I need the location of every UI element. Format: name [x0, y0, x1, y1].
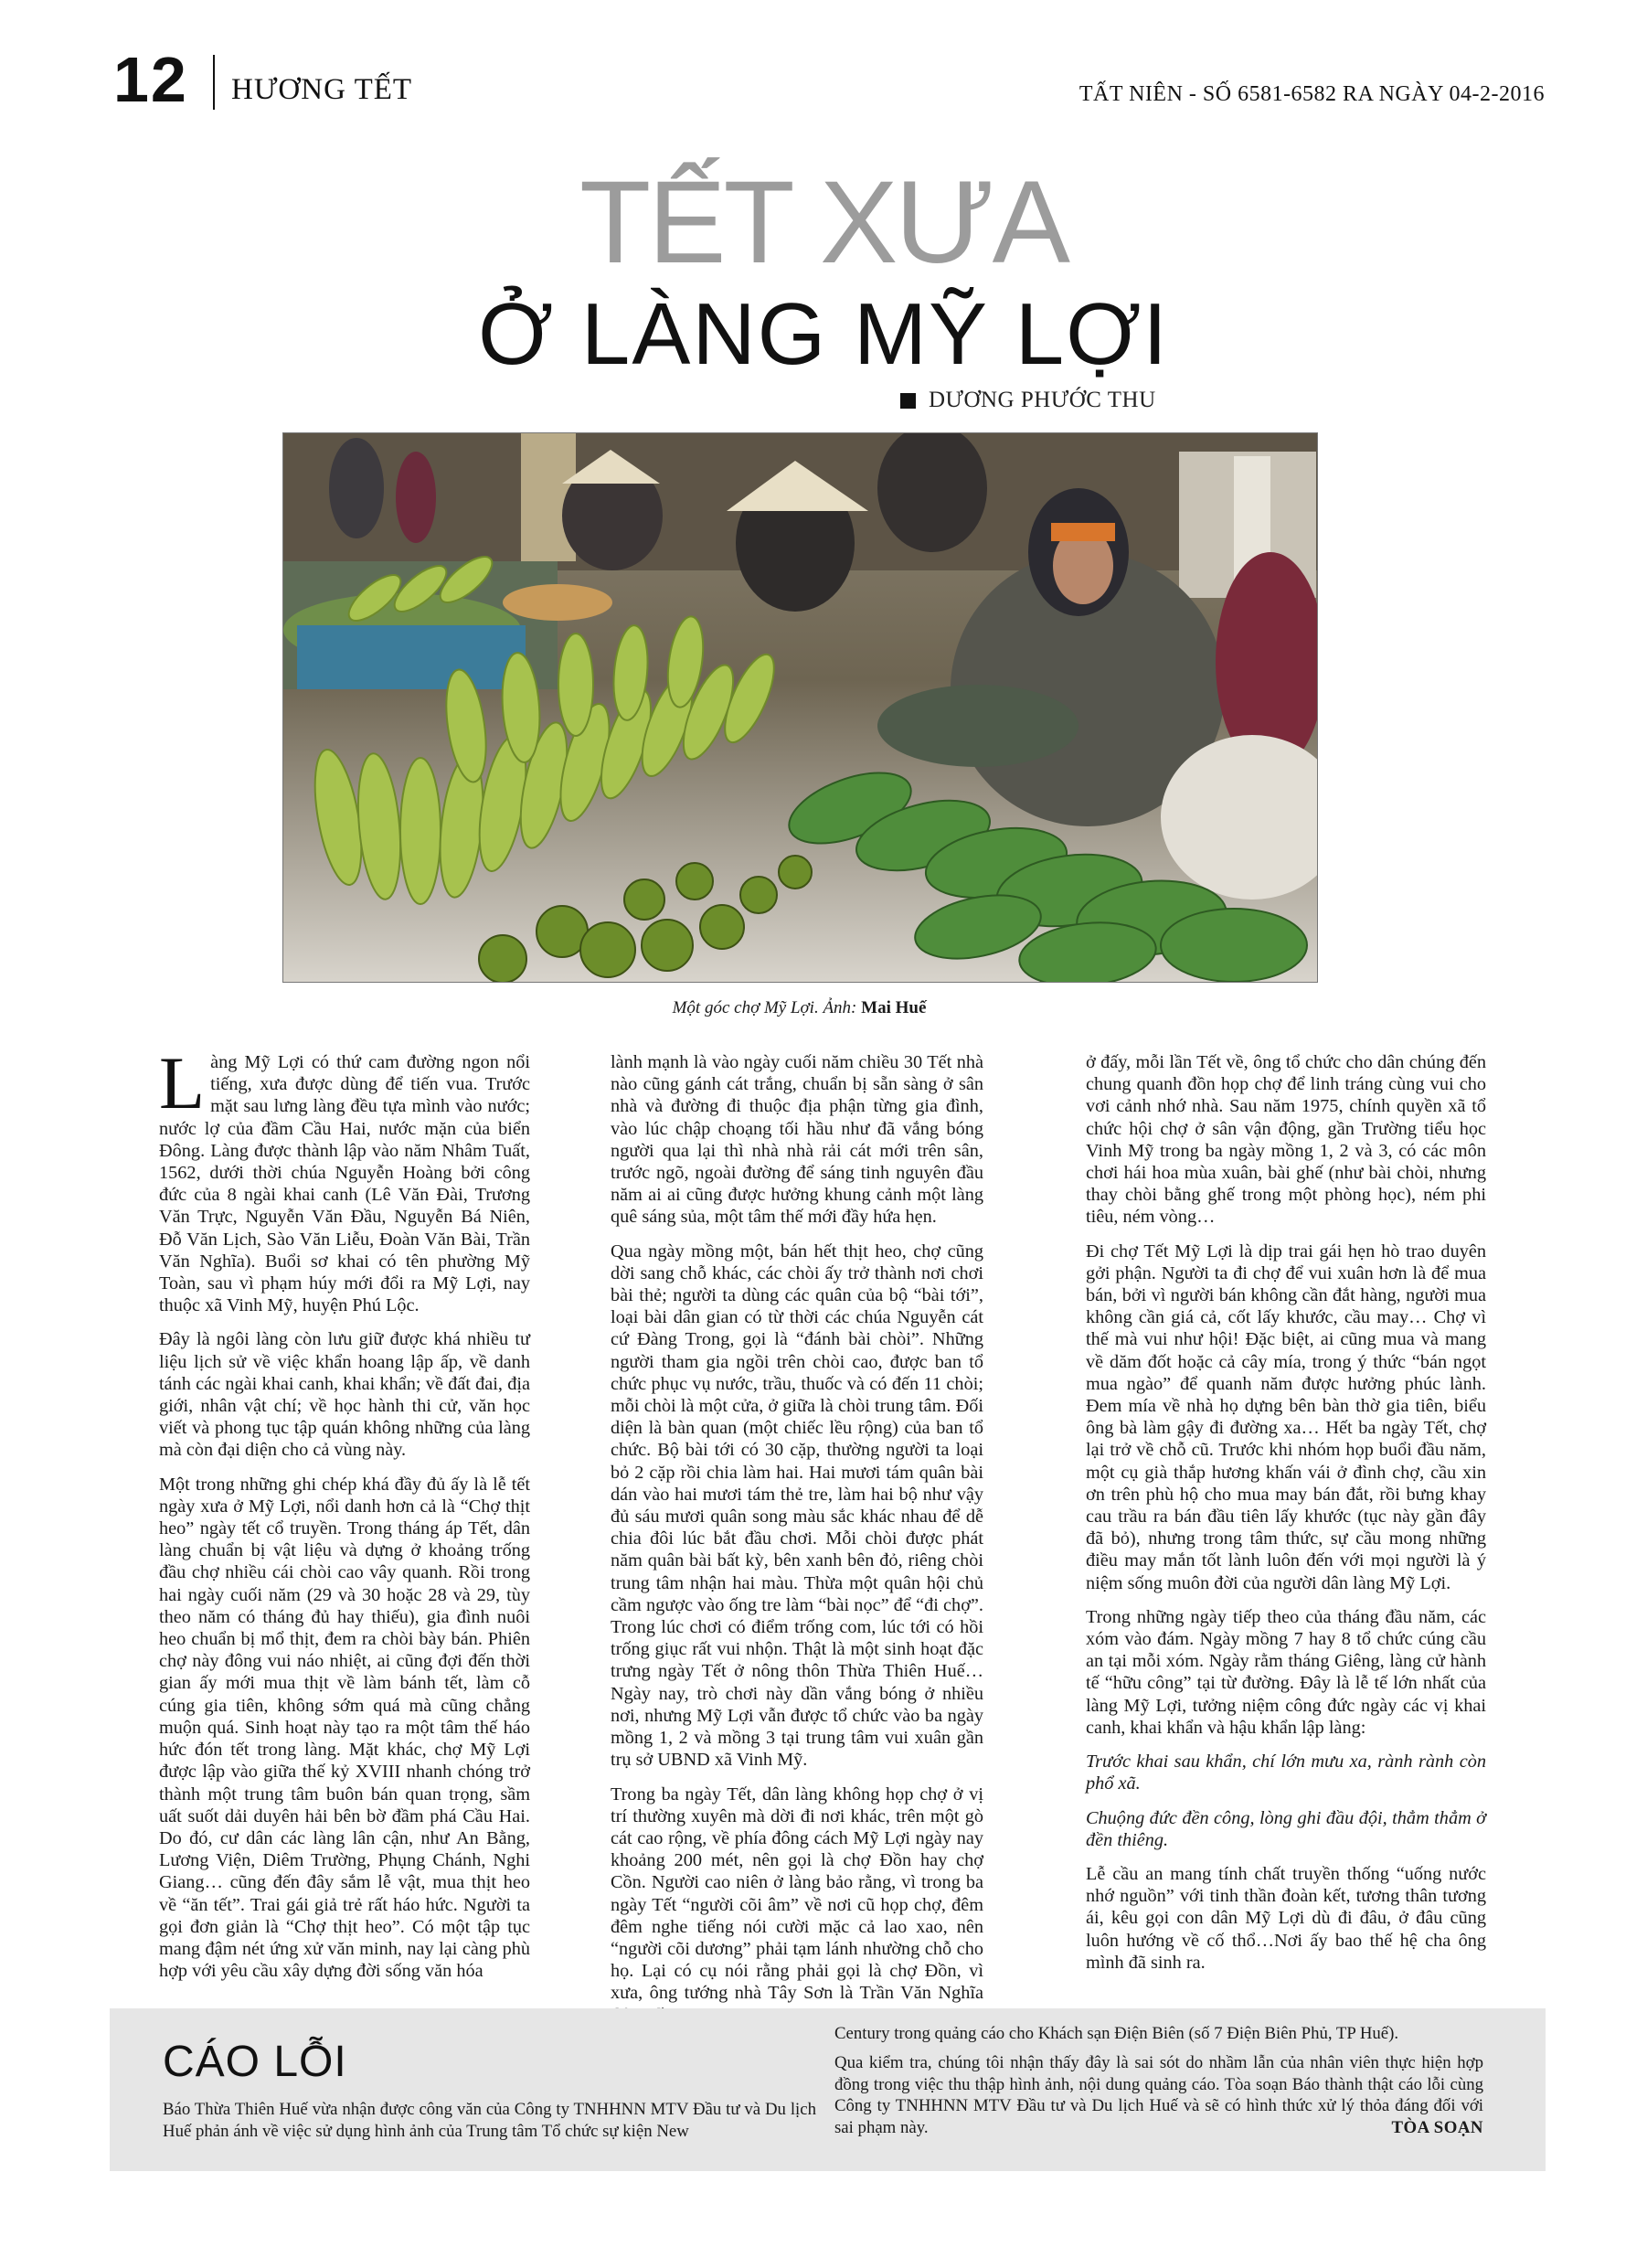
section-title: HƯƠNG TẾT [231, 73, 413, 106]
photo-caption [282, 998, 1316, 1018]
verse-line: Chuộng đức đền công, lòng ghi đầu đội, thẳm thẳm ở đền thiêng. [1086, 1807, 1486, 1850]
paragraph: Century trong quảng cáo cho Khách sạn Điện Biên (số 7 Điện Biên Phủ, TP Huế). [834, 2024, 1399, 2043]
paragraph: Đây là ngôi làng còn lưu giữ được khá nhiều tư liệu lịch sử về việc khẩn hoang lập ấp, về danh tánh các ngài khai canh, khai khẩn; về đất đai, địa giới, nhân vật chí; về học hành thi cử, văn học viết và phong tục tập quán không những của làng mà còn đại diện cho cả vùng này. [159, 1329, 530, 1461]
paragraph: Lễ cầu an mang tính chất truyền thống “uống nước nhớ nguồn” với tinh thần đoàn kết, tương thân tương ái, kêu gọi con dân Mỹ Lợi dù đi đâu, ở đâu cũng luôn hướng về cố thổ…Nơi ấy bao thế hệ cha ông mình đã sinh ra. [1086, 1863, 1486, 1973]
article-column-1 [159, 1041, 530, 1994]
correction-title: CÁO LỖI [163, 2038, 347, 2086]
article-column-3 [1086, 1051, 1486, 1986]
square-bullet-icon [900, 393, 916, 409]
market-scene-illustration [283, 433, 1317, 982]
page-number: 12 [113, 44, 188, 115]
correction-signature: TÒA SOẠN [1391, 2118, 1483, 2138]
article-title-line2: Ở LÀNG MỸ LỢI [477, 285, 1170, 383]
author-byline [900, 388, 1156, 413]
caption-photo-label: Ảnh: [823, 998, 857, 1017]
article-title-line1: TẾT XƯA [579, 157, 1068, 288]
paragraph: ở đấy, mỗi lần Tết về, ông tổ chức cho dân chúng đến chung quanh đồn họp chợ để linh tráng cùng vui cho vơi cảnh nhớ nhà. Sau năm 1975, chính quyền xã tổ chức hội chợ ở sân vận động, gần Trường tiểu học Vinh Mỹ trong ba ngày mồng 1, 2 và 3, có các môn chơi hái hoa mùa xuân, bài ghế (như bài chòi, nhưng thay chòi bằng ghế trong một phòng học), ném phi tiêu, ném vòng… [1086, 1052, 1486, 1228]
paragraph: Làng Mỹ Lợi có thứ cam đường ngon nổi tiếng, xưa được dùng để tiến vua. Trước mặt sau lưng làng đều tựa mình vào nước; nước lợ của đầm Cầu Hai, nước mặn của biển Đông. Làng được thành lập vào năm Nhâm Tuất, 1562, dưới thời chúa Nguyễn Hoàng bởi công đức của 8 ngài khai canh (Lê Văn Đài, Trương Văn Trực, Nguyễn Văn Đầu, Nguyễn Bá Niên, Đỗ Văn Lịch, Sào Văn Liễu, Đoàn Văn Bài, Trần Văn Nghĩa). Buổi sơ khai có tên phường Mỹ Toàn, sau vì phạm húy mới đổi ra Mỹ Lợi, nay thuộc xã Vinh Mỹ, huyện Phú Lộc. [159, 1041, 530, 1316]
paragraph: Trong những ngày tiếp theo của tháng đầu năm, các xóm vào đám. Ngày mồng 7 hay 8 tổ chức cúng cầu an tại mỗi xóm. Ngày rằm tháng Giêng, làng cử hành tế “hữu công” tại từ đường. Đây là lễ tế lớn nhất của làng Mỹ Lợi, tưởng niệm công đức ngày các vị khai canh, khai khẩn và hậu khẩn lập làng: [1086, 1606, 1486, 1738]
caption-text: Một góc chợ Mỹ Lợi. [672, 998, 819, 1017]
correction-right-text [834, 2023, 1483, 2146]
header-divider [213, 55, 215, 110]
verse-line: Trước khai sau khẩn, chí lớn mưu xa, rành rành còn phổ xã. [1086, 1752, 1486, 1794]
paragraph: Qua kiểm tra, chúng tôi nhận thấy đây là sai sót do nhầm lẫn của nhân viên thực hiện hợp đồng trong việc thu thập hình ảnh, nội dung quảng cáo. Tòa soạn Báo thành thật cáo lỗi cùng Công ty TNHHNN MTV Đầu tư và Du lịch Huế và sẽ có hình thức xử lý thỏa đáng đối với sai phạm này. TÒA SOẠN [834, 2052, 1483, 2138]
author-name: DƯƠNG PHƯỚC THU [929, 388, 1156, 412]
paragraph: lành mạnh là vào ngày cuối năm chiều 30 Tết nhà nào cũng gánh cát trắng, chuẩn bị sẵn sàng ở sân nhà và đường đi thuộc địa phận từng gia đình, vào lúc chập choạng tối hầu như đã vắng bóng người qua lại thì nhà nhà rải cát mới trên sân, trước ngõ, ngoài đường để sáng tinh nguyên đầu năm ai ai cũng được hưởng khung cảnh một làng quê sáng sủa, một tâm thế mới đầy hứa hẹn. [611, 1052, 983, 1228]
paragraph: Qua ngày mồng một, bán hết thịt heo, chợ cũng dời sang chỗ khác, các chòi ấy trở thành nơi chơi bài thẻ; người ta dùng các quân của bộ “bài tới”, loại bài dân gian có từ thời các chúa Nguyễn cát cứ Đàng Trong, gọi là “đánh bài chòi”. Những người tham gia ngồi trên chòi cao, được ban tổ chức phục vụ nước, trầu, thuốc và có đến 11 chòi; mỗi chòi là một cửa, ở giữa là chòi trung tâm. Đối diện là bàn quan (một chiếc lều rộng) của ban tổ chức. Bộ bài tới có 30 cặp, thường người ta loại bỏ 2 cặp rồi chia làm hai. Hai mươi tám quân bài dán vào hai mươi tám thẻ tre, làm hai bộ như vậy đủ sáu mươi quân song màu sắc khác nhau để dễ chia đôi lúc bắt đầu chơi. Mỗi chòi được phát năm quân bài bất kỳ, bên xanh bên đỏ, riêng chòi trung tâm nhận hai màu. Thừa một quân hội chủ cầm ngược vào ống tre làm “bài nọc” để “đi chợ”. Trong lúc chơi có điểm trống com, lúc tới có hồi trống giục rất vui nhộn. Thật là một sinh hoạt đặc trưng ngày Tết ở nông thôn Thừa Thiên Huế… Ngày nay, trò chơi này dần vắng bóng ở nhiều nơi, nhưng Mỹ Lợi vẫn được tổ chức vào ba ngày mồng 1, 2 và mồng 3 tại trung tâm vui xuân gần trụ sở UBND xã Vinh Mỹ. [611, 1240, 983, 1771]
paragraph: Một trong những ghi chép khá đầy đủ ấy là lễ tết ngày xưa ở Mỹ Lợi, nổi danh hơn cả là “Chợ thịt heo” ngày tết cổ truyền. Trong tháng áp Tết, dân làng chuẩn bị vật liệu và dựng ở khoảng trống đầu chợ nhiều cái chòi cao vây quanh. Rồi trong hai ngày cuối năm (29 và 30 hoặc 28 và 29, tùy theo năm có tháng đủ hay thiếu), gia đình nuôi heo chuẩn bị mổ thịt, đem ra chòi bày bán. Phiên chợ này đông vui náo nhiệt, ai cũng đợi đến thời gian ấy mới mua thịt về làm bánh tết, làm cỗ cúng gia tiên, không sớm quá mà cũng chẳng muộn quá. Sinh hoạt này tạo ra một tâm thế háo hức đón tết trong làng. Mặt khác, chợ Mỹ Lợi được lập vào giữa thế kỷ XVIII nhanh chóng trở thành một trung tâm buôn bán quan trọng, sầm uất suốt dải duyên hải bên bờ đầm phá Cầu Hai. Do đó, cư dân các làng lân cận, như An Bằng, Lương Viện, Diêm Trường, Phụng Chánh, Nghi Giang… cũng đến đây sắm lễ vật, mua thịt heo về “ăn tết”. Trai gái giả trẻ rất háo hức. Người ta gọi đơn giản là “Chợ thịt heo”. Có một tập tục mang đậm nét ứng xử văn minh, nay lại càng phù hợp với yêu cầu xây dựng đời sống văn hóa [159, 1474, 530, 1982]
paragraph: Đi chợ Tết Mỹ Lợi là dịp trai gái hẹn hò trao duyên gởi phận. Người ta đi chợ để vui xuân hơn là để mua bán, bởi vì người bán không cần đắt hàng, người mua không cần giá cả, cốt lấy khước, cầu may… Chợ vì thế mà vui như hội! Đặc biệt, ai cũng mua và mang về dăm đốt hoặc cả cây mía, trong ý thức “bán ngọt mua ngào” để quanh năm được hưởng phúc lành. Đem mía về nhà họ dựng bên bàn thờ gia tiên, biểu ông bà làm gậy đi đường xa… Hết ba ngày Tết, chợ lại trở về chỗ cũ. Trước khi nhóm họp buổi đầu năm, một cụ già thắp hương khấn vái ở đình chợ, cầu xin ơn trên phù hộ cho mua may bán đắt, rồi bưng khay cau trầu ra bán đầu tiên lấy khước (tục này gần đây đã bỏ), nhưng trong tâm thức, sự cầu mong những điều may mắn tốt lành luôn đến với mọi người là ý niệm sống muôn đời của người dân làng Mỹ Lợi. [1086, 1240, 1486, 1593]
market-photo [282, 432, 1318, 983]
caption-photographer: Mai Huế [861, 998, 927, 1017]
correction-left-text: Báo Thừa Thiên Huế vừa nhận được công văn của Công ty TNHHNN MTV Đầu tư và Du lịch Huế phản ánh về việc sử dụng hình ảnh của Trung tâm Tổ chức sự kiện New [163, 2100, 816, 2141]
issue-info: TẤT NIÊN - SỐ 6581-6582 RA NGÀY 04-2-2016 [1079, 82, 1545, 106]
drop-cap: L [159, 1041, 206, 1124]
paragraph: Trong ba ngày Tết, dân làng không họp chợ ở vị trí thường xuyên mà dời đi nơi khác, trên một gò cát cao rộng, về phía đông cách Mỹ Lợi ngày nay khoảng 200 mét, nên gọi là chợ Đồn hay chợ Cồn. Người cao niên ở làng bảo rằng, vì trong ba ngày Tết “người cõi âm” về nơi cũ họp chợ, đêm đêm nghe tiếng nói cười mặc cả lao xao, nên “người cõi dương” phải tạm lánh nhường chỗ cho họ. Lại có cụ nói rằng phải gọi là chợ Đồn, vì xưa, ông tướng nhà Tây Sơn là Trần Văn Nghĩa [611, 1784, 983, 2004]
article-column-2 [611, 1051, 983, 2039]
